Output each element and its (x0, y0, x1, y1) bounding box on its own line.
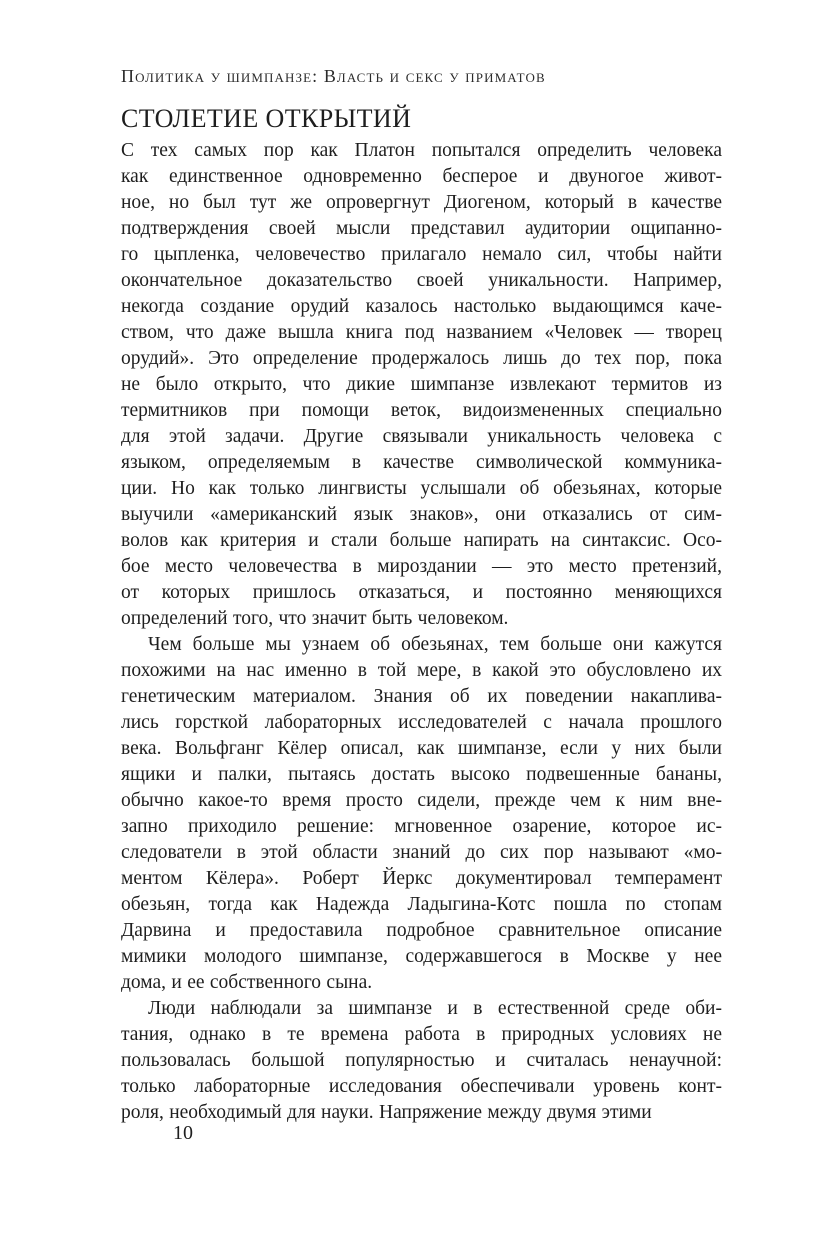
text-line: генетическим материалом. Знания об их поведении накаплива- (121, 686, 722, 707)
text-line: Дарвина и предоставила подробное сравнительное описание (121, 920, 722, 941)
text-line: языком, определяемым в качестве символической коммуника- (121, 452, 722, 473)
text-line: Чем больше мы узнаем об обезьянах, тем больше они кажутся (148, 634, 722, 655)
text-line: дома, и ее собственного сына. (121, 972, 373, 993)
paragraph (121, 138, 722, 632)
text-line: ное, но был тут же опровергнут Диогеном, который в качестве (121, 192, 722, 213)
body-text (121, 138, 722, 1126)
text-line: запно приходило решение: мгновенное озарение, которое ис- (121, 816, 722, 837)
text-line: выучили «американский язык знаков», они отказались от сим- (121, 504, 722, 525)
text-line: мимики молодого шимпанзе, содержавшегося в Москве у нее (121, 946, 722, 967)
text-line: Люди наблюдали за шимпанзе и в естественной среде оби- (148, 998, 722, 1019)
text-line: как единственное одновременно бесперое и двуногое живот- (121, 166, 722, 187)
text-line: только лабораторные исследования обеспечивали уровень конт- (121, 1076, 722, 1097)
text-line: лись горсткой лабораторных исследователей с начала прошлого (121, 712, 722, 733)
text-line: ством, что даже вышла книга под названием «Человек — творец (121, 322, 722, 343)
text-line: от которых пришлось отказаться, и постоянно меняющихся (121, 582, 722, 603)
text-line: роля, необходимый для науки. Напряжение между двумя этими (121, 1102, 652, 1123)
text-line: волов как критерия и стали больше напирать на синтаксис. Осо- (121, 530, 722, 551)
text-line: века. Вольфганг Кёлер описал, как шимпанзе, если у них были (121, 738, 722, 759)
section-title: СТОЛЕТИЕ ОТКРЫТИЙ (121, 104, 412, 133)
text-line: определений того, что значит быть человеком. (121, 608, 509, 629)
text-line: пользовалась большой популярностью и считалась ненаучной: (121, 1050, 722, 1071)
text-line: для этой задачи. Другие связывали уникальность человека с (121, 426, 722, 447)
text-line: подтверждения своей мысли представил аудитории ощипанно- (121, 218, 722, 239)
text-line: тания, однако в те времена работа в природных условиях не (121, 1024, 722, 1045)
text-line: следователи в этой области знаний до сих пор называют «мо- (121, 842, 722, 863)
text-line: похожими на нас именно в той мере, в какой это обусловлено их (121, 660, 722, 681)
text-line: ящики и палки, пытаясь достать высоко подвешенные бананы, (121, 764, 722, 785)
text-line: бое место человечества в мироздании — это место претензий, (121, 556, 722, 577)
running-header: Политика у шимпанзе: Власть и секс у приматов (121, 66, 546, 86)
text-line: го цыпленка, человечество прилагало немало сил, чтобы найти (121, 244, 722, 265)
text-line: обезьян, тогда как Надежда Ладыгина-Котс пошла по стопам (121, 894, 722, 915)
paragraph (121, 996, 722, 1126)
text-line: некогда создание орудий казалось настолько выдающимся каче- (121, 296, 722, 317)
text-line: окончательное доказательство своей уникальности. Например, (121, 270, 722, 291)
text-line: ции. Но как только лингвисты услышали об обезьянах, которые (121, 478, 722, 499)
paragraph (121, 632, 722, 996)
text-line: не было открыто, что дикие шимпанзе извлекают термитов из (121, 374, 722, 395)
text-line: ментом Кёлера». Роберт Йеркс документировал темперамент (121, 868, 722, 889)
text-line: С тех самых пор как Платон попытался определить человека (121, 140, 722, 161)
text-line: обычно какое-то время просто сидели, прежде чем к ним вне- (121, 790, 722, 811)
page-number: 10 (173, 1122, 193, 1144)
text-line: орудий». Это определение продержалось лишь до тех пор, пока (121, 348, 722, 369)
text-line: термитников при помощи веток, видоизмененных специально (121, 400, 722, 421)
